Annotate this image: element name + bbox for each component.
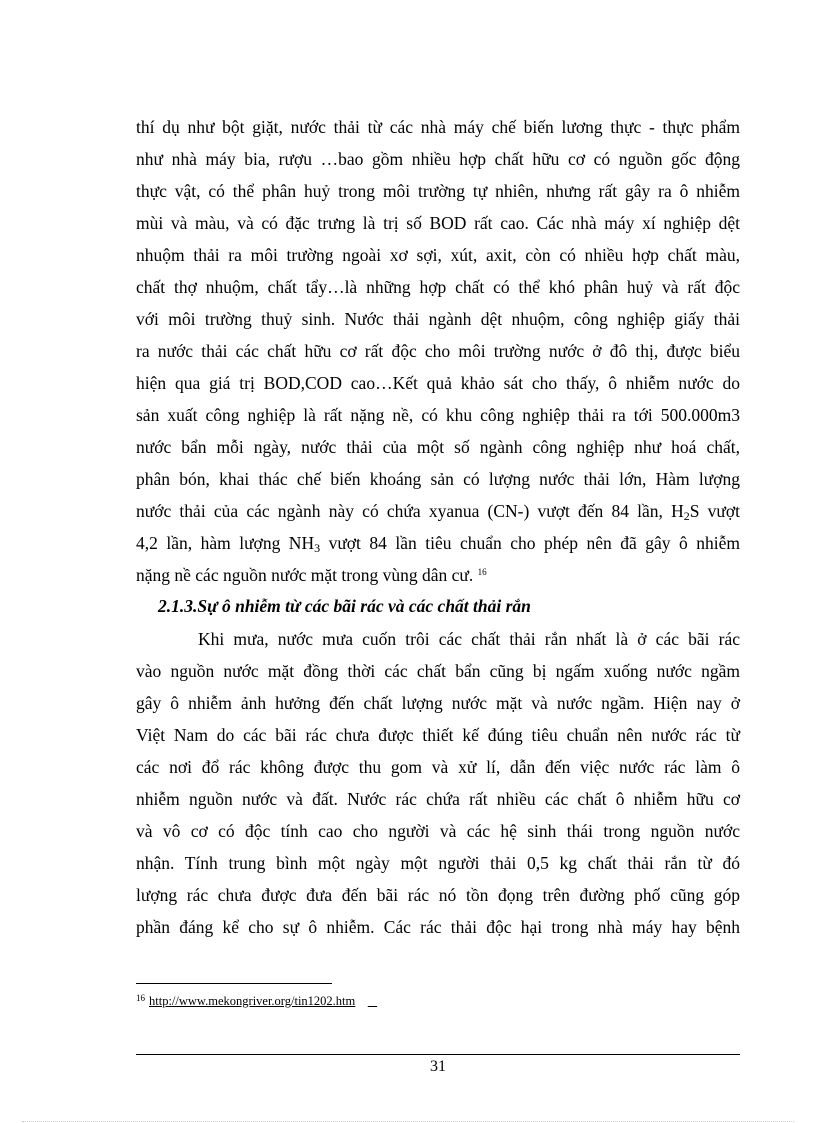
paragraph-line: nhiễm nguồn nước và đất. Nước rác chứa rất nhiều các chất ô nhiễm hữu cơ (136, 789, 740, 809)
line-text: S vượt (689, 501, 740, 521)
paragraph-line: nhuộm thải ra môi trường ngoài xơ sợi, xút, axit, còn có nhiều hợp chất màu, (136, 245, 740, 265)
paragraph-line: thực vật, có thể phân huỷ trong môi trường tự nhiên, nhưng rất gây ra ô nhiễm (136, 181, 740, 201)
paragraph-line: phân bón, khai thác chế biến khoáng sản có lượng nước thải lớn, Hàm lượng (136, 469, 740, 489)
paragraph-line: các nơi đổ rác không được thu gom và xử lí, dẫn đến việc nước rác làm ô (136, 757, 740, 777)
paragraph-line: Việt Nam do các bãi rác chưa được thiết kế đúng tiêu chuẩn nên nước rác từ (136, 725, 740, 745)
paragraph-line: Khi mưa, nước mưa cuốn trôi các chất thải rắn nhất là ở các bãi rác (198, 629, 740, 649)
paragraph-line: ra nước thải các chất hữu cơ rất độc cho môi trường nước ở đô thị, được biểu (136, 341, 740, 361)
footnote-reference[interactable]: 16 (477, 567, 487, 577)
paragraph-line (136, 501, 740, 521)
page-edge-dotted-line (22, 1121, 794, 1122)
footnote-number: 16 (136, 993, 145, 1003)
paragraph-line: phần đáng kể cho sự ô nhiễm. Các rác thải độc hại trong nhà máy hay bệnh (136, 917, 740, 937)
page-number: 31 (430, 1058, 446, 1075)
paragraph-line: và vô cơ có độc tính cao cho người và các hệ sinh thái trong nguồn nước (136, 821, 740, 841)
paragraph-line: vào nguồn nước mặt đồng thời các chất bẩn cũng bị ngấm xuống nước ngầm (136, 661, 740, 681)
footer-divider (136, 1054, 740, 1055)
line-text: nước thải của các ngành này có chứa xyanua (CN-) vượt đến 84 lần, H (136, 501, 684, 521)
section-heading: 2.1.3.Sự ô nhiễm từ các bãi rác và các chất thải rắn (158, 596, 531, 616)
paragraph-line: nhận. Tính trung bình một ngày một người thải 0,5 kg chất thải rắn từ đó (136, 853, 740, 873)
paragraph-line: hiện qua giá trị BOD,COD cao…Kết quả khảo sát cho thấy, ô nhiễm nước do (136, 373, 740, 393)
paragraph-line (136, 565, 740, 585)
paragraph-line: lượng rác chưa được đưa đến bãi rác nó tồn đọng trên đường phố cũng góp (136, 885, 740, 905)
paragraph-line: với môi trường thuỷ sinh. Nước thải ngành dệt nhuộm, công nghiệp giấy thải (136, 309, 740, 329)
subscript: 3 (314, 541, 321, 555)
paragraph-line (136, 533, 740, 553)
paragraph-line: chất thợ nhuộm, chất tẩy…là những hợp chất có thể khó phân huỷ và rất độc (136, 277, 740, 297)
paragraph-line: như nhà máy bia, rượu …bao gồm nhiều hợp chất hữu cơ có nguồn gốc động (136, 149, 740, 169)
line-text: nặng nề các nguồn nước mặt trong vùng dân cư. (136, 565, 474, 585)
paragraph-line: gây ô nhiễm ảnh hưởng đến chất lượng nước mặt và nước ngầm. Hiện nay ở (136, 693, 740, 713)
subscript: 2 (683, 509, 690, 523)
paragraph-line: nước bẩn mỗi ngày, nước thải của một số ngành công nghiệp như hoá chất, (136, 437, 740, 457)
footnote (136, 993, 377, 1009)
paragraph-line: thí dụ như bột giặt, nước thải từ các nhà máy chế biến lương thực - thực phẩm (136, 117, 740, 137)
footnote-link[interactable]: http://www.mekongriver.org/tin1202.htm (149, 994, 356, 1008)
paragraph-line: mùi và màu, và có đặc trưng là trị số BOD rất cao. Các nhà máy xí nghiệp dệt (136, 213, 740, 233)
paragraph-line: sản xuất công nghiệp là rất nặng nề, có khu công nghiệp thải ra tới 500.000m3 (136, 405, 740, 425)
line-text: vượt 84 lần tiêu chuẩn cho phép nên đã gây ô nhiễm (320, 533, 740, 553)
footnote-separator (136, 983, 332, 984)
line-text: 4,2 lần, hàm lượng NH (136, 533, 315, 553)
